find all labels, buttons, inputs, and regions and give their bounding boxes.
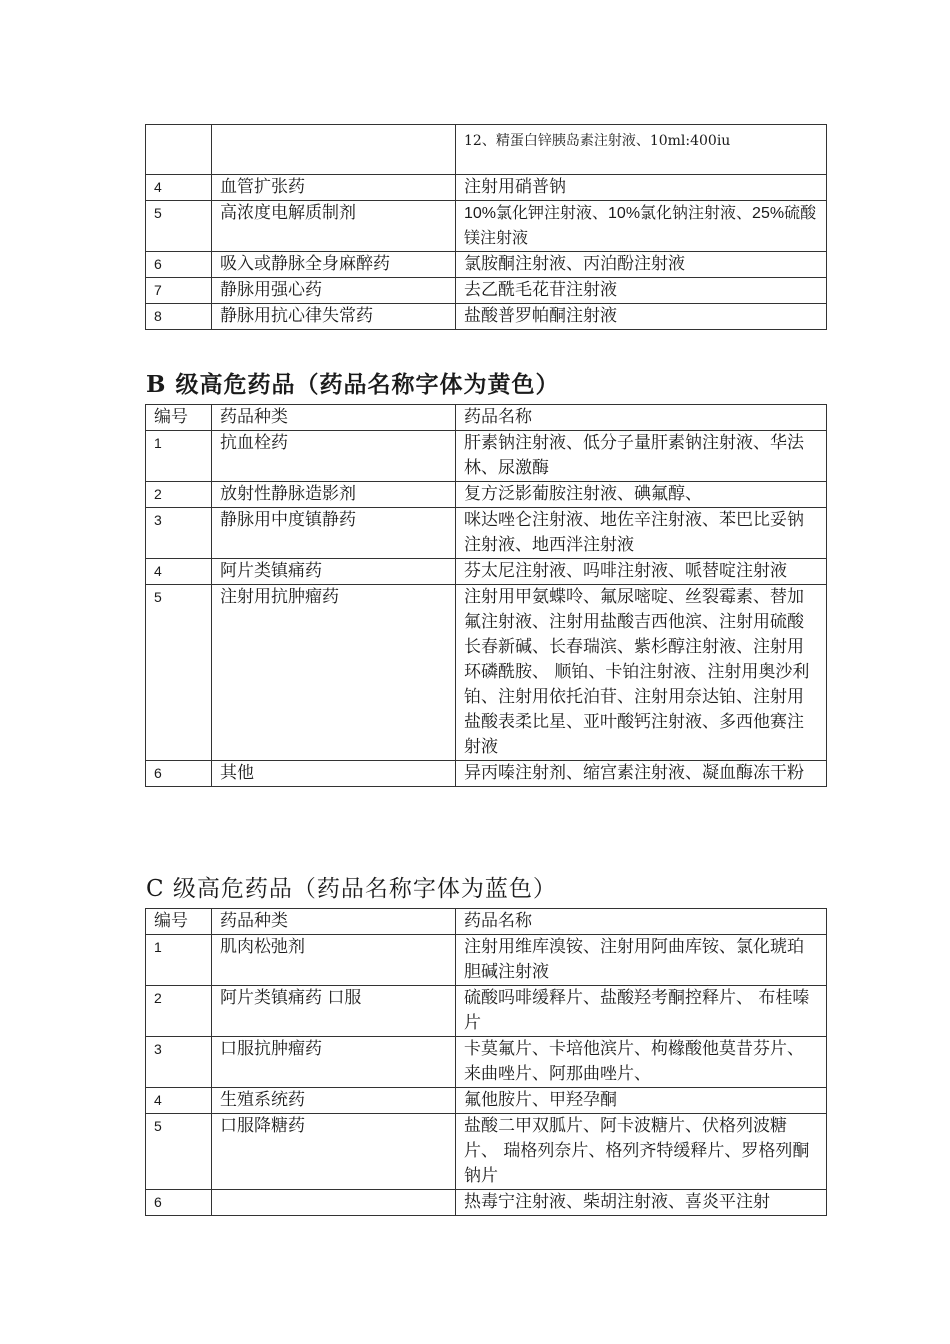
table-row: [146, 761, 827, 787]
row-number: 7: [146, 278, 212, 304]
section-b-heading: B 级高危药品（药品名称字体为黄色）: [146, 371, 560, 398]
drug-names: 咪达唑仑注射液、地佐辛注射液、苯巴比妥钠注射液、地西泮注射液: [456, 508, 827, 559]
table-row: [146, 935, 827, 986]
drug-names: 芬太尼注射液、吗啡注射液、哌替啶注射液: [456, 559, 827, 585]
row-number: 6: [146, 1190, 212, 1216]
drug-names: 氟他胺片、甲羟孕酮: [456, 1088, 827, 1114]
row-number: 2: [146, 482, 212, 508]
drug-names: 氯胺酮注射液、丙泊酚注射液: [456, 252, 827, 278]
table-row: [146, 252, 827, 278]
table-a-continuation: [145, 124, 827, 330]
drug-category: 生殖系统药: [212, 1088, 456, 1114]
drug-category: 血管扩张药: [212, 175, 456, 201]
drug-names: 盐酸普罗帕酮注射液: [456, 304, 827, 330]
drug-names: 热毒宁注射液、柴胡注射液、喜炎平注射: [456, 1190, 827, 1216]
table-row: [146, 585, 827, 761]
drug-category: 注射用抗肿瘤药: [212, 585, 456, 761]
drug-names: 12、精蛋白锌胰岛素注射液、10ml:400iu: [456, 125, 827, 175]
table-row: [146, 559, 827, 585]
row-number: 5: [146, 201, 212, 252]
table-row: [146, 304, 827, 330]
table-c: [145, 908, 827, 1216]
header-category: 药品种类: [212, 909, 456, 935]
drug-names: 10%氯化钾注射液、10%氯化钠注射液、25%硫酸镁注射液: [456, 201, 827, 252]
row-number: 8: [146, 304, 212, 330]
drug-category: 阿片类镇痛药 口服: [212, 986, 456, 1037]
row-number: 2: [146, 986, 212, 1037]
drug-category: 其他: [212, 761, 456, 787]
drug-names: 复方泛影葡胺注射液、碘氟醇、: [456, 482, 827, 508]
table-row: [146, 1088, 827, 1114]
row-number: 4: [146, 559, 212, 585]
table-row: [146, 1037, 827, 1088]
drug-category: 阿片类镇痛药: [212, 559, 456, 585]
table-row: [146, 125, 827, 175]
table-row: [146, 1114, 827, 1190]
drug-names: 盐酸二甲双胍片、阿卡波糖片、伏格列波糖片、 瑞格列奈片、格列齐特缓释片、罗格列酮钠片: [456, 1114, 827, 1190]
drug-category: 静脉用中度镇静药: [212, 508, 456, 559]
drug-category: 高浓度电解质制剂: [212, 201, 456, 252]
drug-category: 静脉用抗心律失常药: [212, 304, 456, 330]
drug-names: 去乙酰毛花苷注射液: [456, 278, 827, 304]
drug-names: 注射用甲氨蝶呤、氟尿嘧啶、丝裂霉素、替加氟注射液、注射用盐酸吉西他滨、注射用硫酸 长春新碱、长春瑞滨、紫杉醇注射液、注射用环磷酰胺、 顺铂、卡铂注射液、注射用奥沙利铂、注射用依托泊苷、注射用奈达铂、注射用盐酸表柔比星、亚叶酸钙注射液、多西他赛注射液: [456, 585, 827, 761]
row-number: 5: [146, 1114, 212, 1190]
drug-category: [212, 1190, 456, 1216]
table-row: [146, 482, 827, 508]
section-c-heading: C 级高危药品（药品名称字体为蓝色）: [146, 876, 557, 902]
table-header-row: [146, 909, 827, 935]
row-number: 3: [146, 1037, 212, 1088]
row-number: 1: [146, 431, 212, 482]
header-number: 编号: [146, 405, 212, 431]
row-number: [146, 125, 212, 175]
header-names: 药品名称: [456, 405, 827, 431]
header-category: 药品种类: [212, 405, 456, 431]
drug-names: 异丙嗪注射剂、缩宫素注射液、凝血酶冻干粉: [456, 761, 827, 787]
table-row: [146, 508, 827, 559]
drug-category: 肌肉松弛剂: [212, 935, 456, 986]
table-row: [146, 201, 827, 252]
drug-category: 口服抗肿瘤药: [212, 1037, 456, 1088]
table-row: [146, 431, 827, 482]
header-names: 药品名称: [456, 909, 827, 935]
row-number: 6: [146, 252, 212, 278]
table-row: [146, 1190, 827, 1216]
drug-names: 卡莫氟片、卡培他滨片、枸橼酸他莫昔芬片、 来曲唑片、阿那曲唑片、: [456, 1037, 827, 1088]
row-number: 1: [146, 935, 212, 986]
drug-names: 硫酸吗啡缓释片、盐酸羟考酮控释片、 布桂嗪片: [456, 986, 827, 1037]
drug-category: 静脉用强心药: [212, 278, 456, 304]
table-b: [145, 404, 827, 787]
drug-category: 抗血栓药: [212, 431, 456, 482]
drug-names: 肝素钠注射液、低分子量肝素钠注射液、华法林、尿激酶: [456, 431, 827, 482]
header-number: 编号: [146, 909, 212, 935]
table-row: [146, 986, 827, 1037]
drug-category: 放射性静脉造影剂: [212, 482, 456, 508]
drug-names: 注射用硝普钠: [456, 175, 827, 201]
table-row: [146, 278, 827, 304]
table-row: [146, 175, 827, 201]
row-number: 3: [146, 508, 212, 559]
drug-category: [212, 125, 456, 175]
drug-category: 吸入或静脉全身麻醉药: [212, 252, 456, 278]
row-number: 4: [146, 175, 212, 201]
drug-names: 注射用维库溴铵、注射用阿曲库铵、氯化琥珀胆碱注射液: [456, 935, 827, 986]
row-number: 6: [146, 761, 212, 787]
row-number: 4: [146, 1088, 212, 1114]
row-number: 5: [146, 585, 212, 761]
table-header-row: [146, 405, 827, 431]
drug-category: 口服降糖药: [212, 1114, 456, 1190]
